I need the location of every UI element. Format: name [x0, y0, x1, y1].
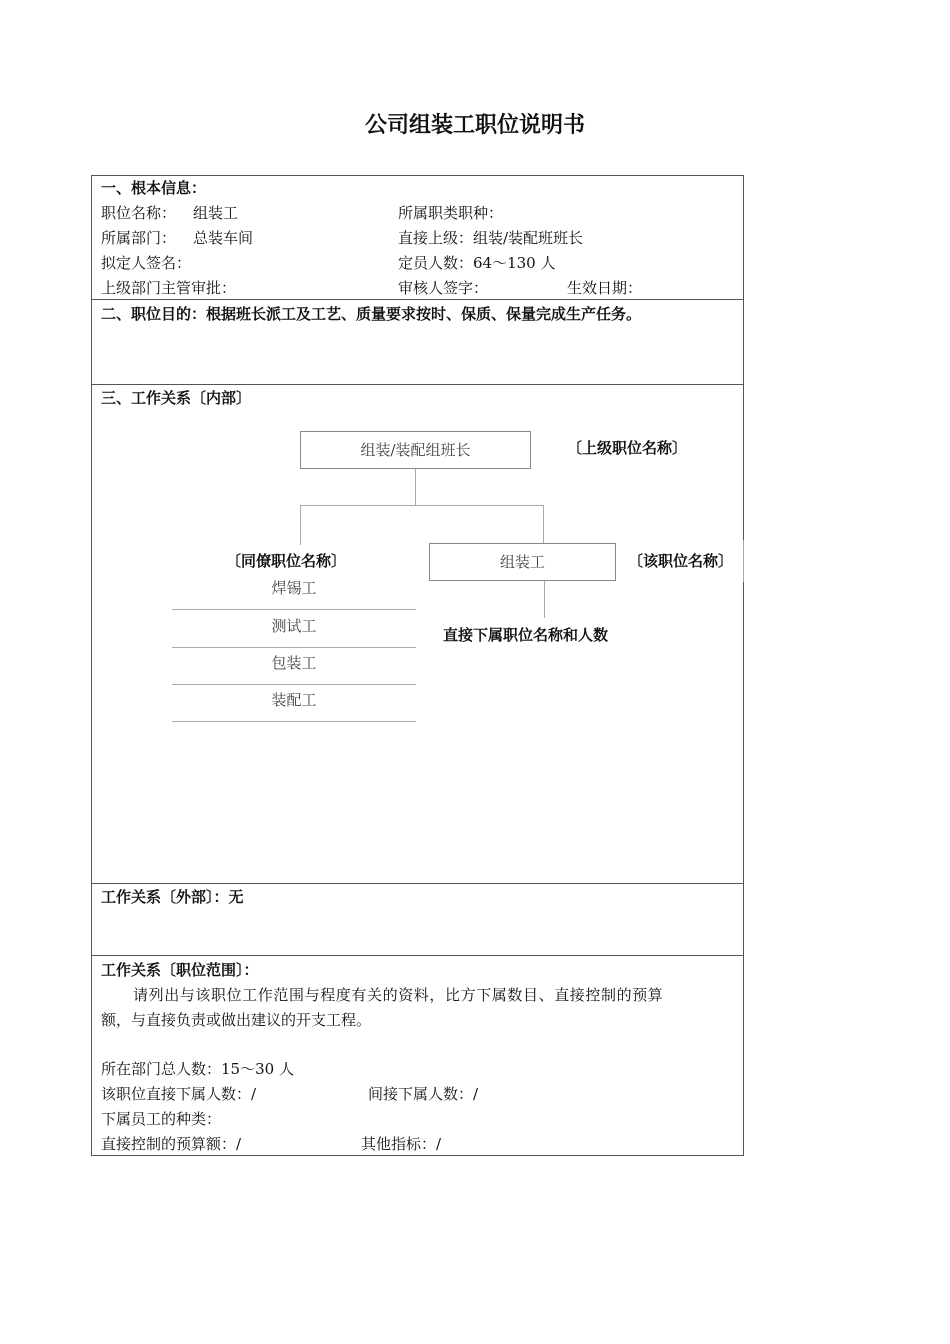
- superior-position-box: [300, 431, 531, 469]
- indirect-subordinates-count: 间接下属人数：/: [368, 1085, 479, 1103]
- peer-item: 装配工: [271, 691, 317, 709]
- self-position-text: 组装工: [499, 553, 545, 571]
- peer-item: 包装工: [271, 654, 317, 672]
- other-indicators: 其他指标：/: [361, 1135, 442, 1153]
- self-right-edge: [743, 540, 744, 582]
- row-divider-external: [91, 883, 744, 884]
- page-title: 公司组装工职位说明书: [364, 112, 585, 138]
- peer-item: 测试工: [271, 617, 317, 635]
- table-left-border: [91, 175, 92, 1156]
- position-purpose: 二、职位目的：根据班长派工及工艺、质量要求按时、保质、保量完成生产任务。: [101, 305, 642, 323]
- scope-paragraph-line2: 额，与直接负责或做出建议的开支工程。: [101, 1011, 372, 1029]
- table-top-border: [91, 175, 744, 176]
- direct-superior-label: 直接上级：组装/装配班班长: [398, 229, 584, 247]
- peer-divider: [172, 721, 416, 722]
- department-value: 总装车间: [193, 229, 254, 247]
- position-name-label: 职位名称：: [101, 204, 177, 222]
- scope-paragraph-line1: 请列出与该职位工作范围与程度有关的资料，比方下属数目、直接控制的预算: [133, 986, 664, 1004]
- approval-label: 上级部门主管审批：: [101, 279, 237, 297]
- direct-budget: 直接控制的预算额：/: [101, 1135, 242, 1153]
- department-label: 所属部门：: [101, 229, 177, 247]
- row-divider-internal: [91, 384, 744, 385]
- headcount-label: 定员人数：64～130 人: [398, 254, 556, 272]
- superior-caption: 〔上级职位名称〕: [567, 439, 688, 457]
- effective-date-label: 生效日期：: [567, 279, 643, 297]
- connector-superior-down: [415, 469, 416, 506]
- connector-self-down: [544, 581, 545, 618]
- basic-info-heading: 一、根本信息：: [101, 179, 207, 197]
- table-right-border: [743, 175, 744, 1156]
- row-divider-scope: [91, 955, 744, 956]
- peer-divider: [172, 609, 416, 610]
- external-relations: 工作关系〔外部〕：无: [101, 888, 244, 906]
- self-position-box: [429, 543, 616, 581]
- subordinate-types: 下属员工的种类：: [101, 1110, 222, 1128]
- row-divider-purpose: [91, 299, 744, 300]
- position-name-value: 组装工: [193, 204, 239, 222]
- connector-left-drop: [300, 505, 301, 545]
- direct-subordinates-count: 该职位直接下属人数：/: [101, 1085, 257, 1103]
- superior-position-text: 组装/装配组班长: [360, 441, 471, 459]
- self-caption: 〔该职位名称〕: [628, 552, 734, 570]
- peer-divider: [172, 647, 416, 648]
- scope-heading: 工作关系〔职位范围〕：: [101, 961, 259, 979]
- peer-item: 焊锡工: [271, 579, 317, 597]
- connector-right-drop: [543, 505, 544, 544]
- table-bottom-border: [91, 1155, 744, 1156]
- subordinates-caption: 直接下属职位名称和人数: [443, 626, 609, 644]
- peer-caption: 〔同僚职位名称〕: [226, 552, 347, 570]
- internal-relations-heading: 三、工作关系〔内部〕: [101, 389, 252, 407]
- connector-horizontal: [300, 505, 544, 506]
- peer-divider: [172, 684, 416, 685]
- drafter-signature-label: 拟定人签名：: [101, 254, 192, 272]
- dept-total-headcount: 所在部门总人数：15～30 人: [101, 1060, 294, 1078]
- reviewer-signature-label: 审核人签字：: [398, 279, 489, 297]
- category-label: 所属职类职种：: [398, 204, 504, 222]
